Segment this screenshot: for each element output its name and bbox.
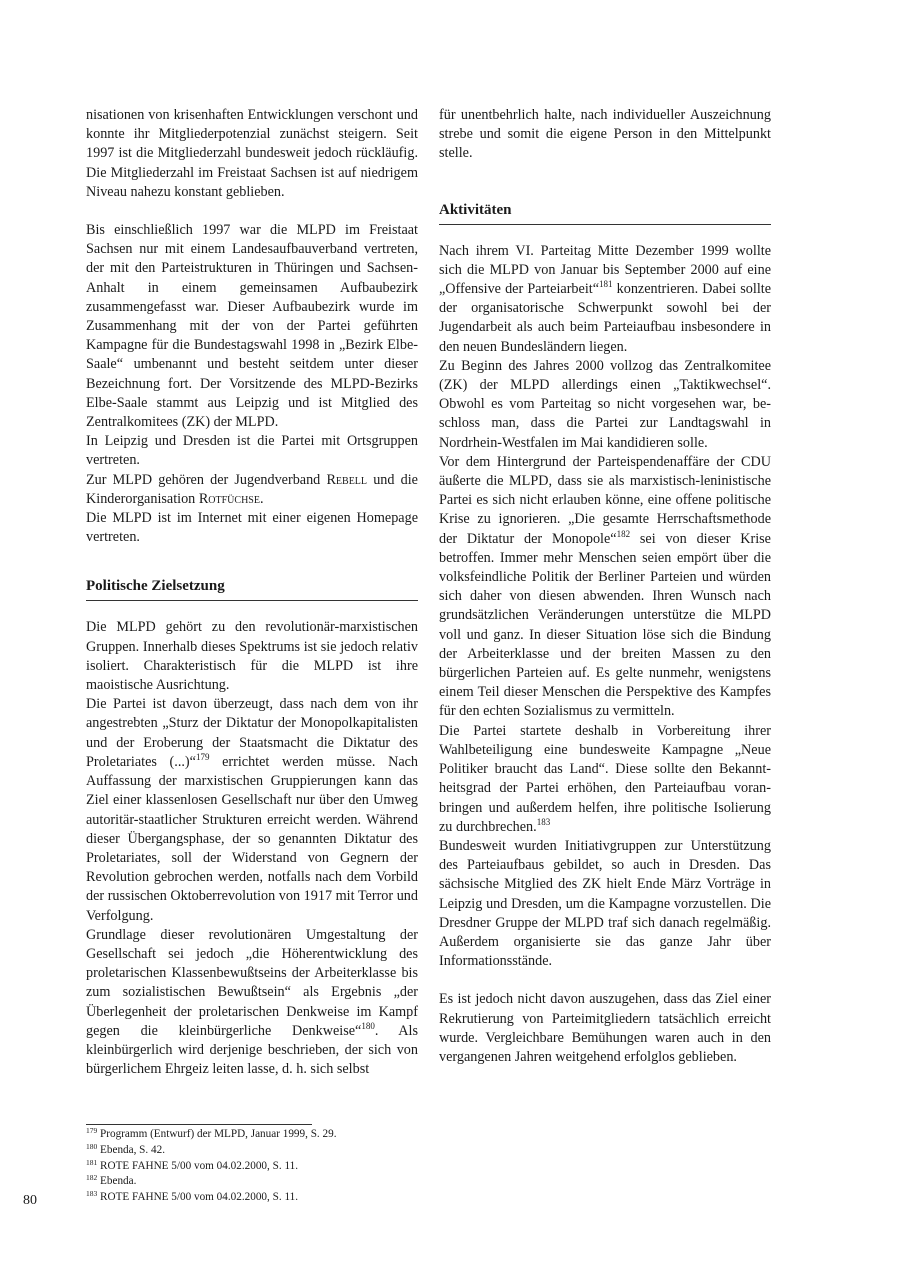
paragraph: Zu Beginn des Jahres 2000 vollzog das Zentralkomitee (ZK) der MLPD allerdings einen „Taktikwechsel“. Obwohl es vom Parteitag so nicht vorgesehen war, beschloss man, dass die Partei zur Landtagswahl in Nordrhein-Westfalen im Mai kandidieren solle.: [439, 357, 771, 451]
paragraph: Zur MLPD gehören der Jugendverband Rebell und die Kinderorganisation Rotfüchse.: [86, 471, 418, 507]
footnotes: [86, 1127, 416, 1206]
left-column: [86, 106, 418, 1079]
paragraph: Die Partei ist davon überzeugt, dass nach dem von ihr angestrebten „Sturz der Diktatur der Monopolkapitalisten und der Eroberung der Staatsmacht die Diktatur des Proletariates (...)“$^{179}$ errichtet werden müsse. Nach Auffassung der marxistischen Gruppierungen kann das Ziel einer klassenlosen Gesellschaft nur über den Umweg autoritär-staatlicher Strukturen erreicht werden. Während dieser Übergangsphase, der so genannten Diktatur des Proletariates, soll der Widerstand von Gegnern der Revolution gebrochen werden, notfalls nach dem Vorbild der russischen Oktoberrevolution von 1917 mit Terror und Verfolgung.: [86, 696, 419, 924]
paragraph: Die Partei startete deshalb in Vorbereitung ihrer Wahlbeteiligung eine bundesweite Kampagne „Neue Politiker braucht das Land“. Diese sollte den Bekanntheitsgrad der Partei erhöhen, den Parteiaufbau voranbringen und außerdem helfen, ihre politische Isolierung zu durchbrechen.$^{183}$: [439, 722, 771, 835]
footnote: $^{183}$ ROTE FAHNE 5/00 vom 04.02.2000, S. 11.: [86, 1189, 299, 1204]
paragraph: Nach ihrem VI. Parteitag Mitte Dezember 1999 wollte sich die MLPD von Januar bis September 2000 auf eine „Offensive der Parteiarbeit“$^{181}$ konzentrieren. Dabei sollte der organisatorische Schwerpunkt sowohl bei der Jugendarbeit als auch beim Parteiaufbau insbesondere in den neuen Bundesländern liegen.: [439, 242, 772, 355]
footnote: $^{181}$ ROTE FAHNE 5/00 vom 04.02.2000, S. 11.: [86, 1157, 299, 1172]
footnote-ref: 179: [195, 751, 210, 762]
organisation-name: Rotfüchse: [198, 490, 260, 507]
footnote: $^{180}$ Ebenda, S. 42.: [86, 1141, 165, 1156]
paragraph: Bundesweit wurden Initiativgruppen zur Unterstützung des Parteiaufbaus gebildet, so auch in Dresden. Das sächsische Mitglied des ZK hielt Ende März Vorträge in Leipzig und Dresden, um die Kampagne vorzustellen. Die Dresdner Gruppe der MLPD traf sich danach regelmäßig. Außerdem organisierte sie das ganze Jahr über Informationsstände.: [439, 837, 771, 970]
paragraph: Bis einschließlich 1997 war die MLPD im Freistaat Sachsen nur mit einem Landesaufbauverband vertreten, der mit den Parteistrukturen in Thüringen und Sachsen-Anhalt in einem gemeinsamen Aufbaubezirk zusammengefasst war. Dieser Aufbaubezirk wurde im Zusammenhang mit der von der Partei geführten Kampagne für die Bundestagswahl 1998 in „Bezirk Elbe-Saale“ umbenannt und besteht seitdem unter dieser Bezeichnung fort. Der Vorsitzende des MLPD-Bezirks Elbe-Saale stammt aus Leipzig und ist Mitglied des Zentralkomitees (ZK) der MLPD.: [86, 222, 418, 431]
organisation-name: Rebell: [326, 471, 368, 488]
paragraph: nisationen von krisenhaften Entwicklungen verschont und konnte ihr Mitgliederpotenzial zunächst steigern. Seit 1997 ist die Mitgliederzahl bundesweit jedoch rückläufig. Die Mitgliederzahl im Freistaat Sachsen ist auf niedrigem Niveau nahezu konstant geblieben.: [86, 107, 418, 200]
footnote-ref: 180: [361, 1020, 375, 1031]
footnote-ref: 182: [616, 528, 631, 539]
paragraph: Es ist jedoch nicht davon auszugehen, dass das Ziel einer Rekrutierung von Parteimitgliedern tatsächlich erreicht wurde. Vergleichbare Bemühungen waren auch in den vergangenen Jahren weitgehend erfolglos geblieben.: [439, 991, 771, 1065]
paragraph: Die MLPD gehört zu den revolutionär-marxistischen Gruppen. Innerhalb dieses Spektrums ist sie jedoch relativ isoliert. Charakteristisch für die MLPD ist ihre maoistische Ausrichtung.: [86, 619, 418, 694]
footnote: $^{179}$ Programm (Entwurf) der MLPD, Januar 1999, S. 29.: [86, 1126, 337, 1140]
section-heading: Aktivitäten: [439, 201, 771, 225]
paragraph: Die MLPD ist im Internet mit einer eigenen Homepage vertreten.: [86, 510, 418, 546]
page-number: 80: [23, 1193, 37, 1208]
footnote-separator: [86, 1124, 312, 1125]
footnote-ref: 183: [536, 816, 551, 827]
paragraph: Vor dem Hintergrund der Parteispendenaffäre der CDU äußerte die MLPD, dass sie als marxistisch-leninistische Partei es sich nicht erlauben könne, eine offene politische Krise zu ignorieren. „Die gesamte Herrschaftsmethode der Diktatur der Monopole“$^{182}$ sei von dieser Krise betroffen. Immer mehr Menschen seien empört über die volksfeindliche Politik der Berliner Parteien und würden sich daher von diesen abwenden. Ihren Wunsch nach grundsätzlichen Veränderungen unterstütze die MLPD voll und ganz. In dieser Situation löse sich die Bindung der Arbeiterklasse und der breiten Massen zu den bürgerlichen Parteien auf. Es gelte nunmehr, wenigstens einem Teil dieser Menschen die Perspektive des Kampfes für den echten Sozialismus zu vermitteln.: [439, 453, 771, 720]
right-column: [439, 106, 771, 1067]
footnote-ref: 181: [599, 279, 613, 290]
paragraph: für unentbehrlich halte, nach individueller Auszeichnung strebe und somit die eigene Person in den Mittelpunkt stelle.: [439, 107, 771, 162]
section-heading: Politische Zielsetzung: [86, 577, 418, 601]
paragraph: Grundlage dieser revolutionären Umgestaltung der Gesellschaft sei jedoch „die Höherentwicklung des proletarischen Klassenbewußtseins der Arbeiterklasse bis zum sozialistischen Bewußtsein“ als Ergebnis „der Überlegenheit der proletarischen Denkweise im Kampf gegen die kleinbürgerliche Denkweise“$^{180}$. Als kleinbürgerlich wird derjenige beschrieben, der sich von bürgerlichem Ehrgeiz leiten lasse, d. h. sich selbst: [86, 926, 418, 1078]
footnote: $^{182}$ Ebenda.: [86, 1173, 137, 1188]
paragraph: In Leipzig und Dresden ist die Partei mit Ortsgruppen vertreten.: [86, 433, 418, 469]
